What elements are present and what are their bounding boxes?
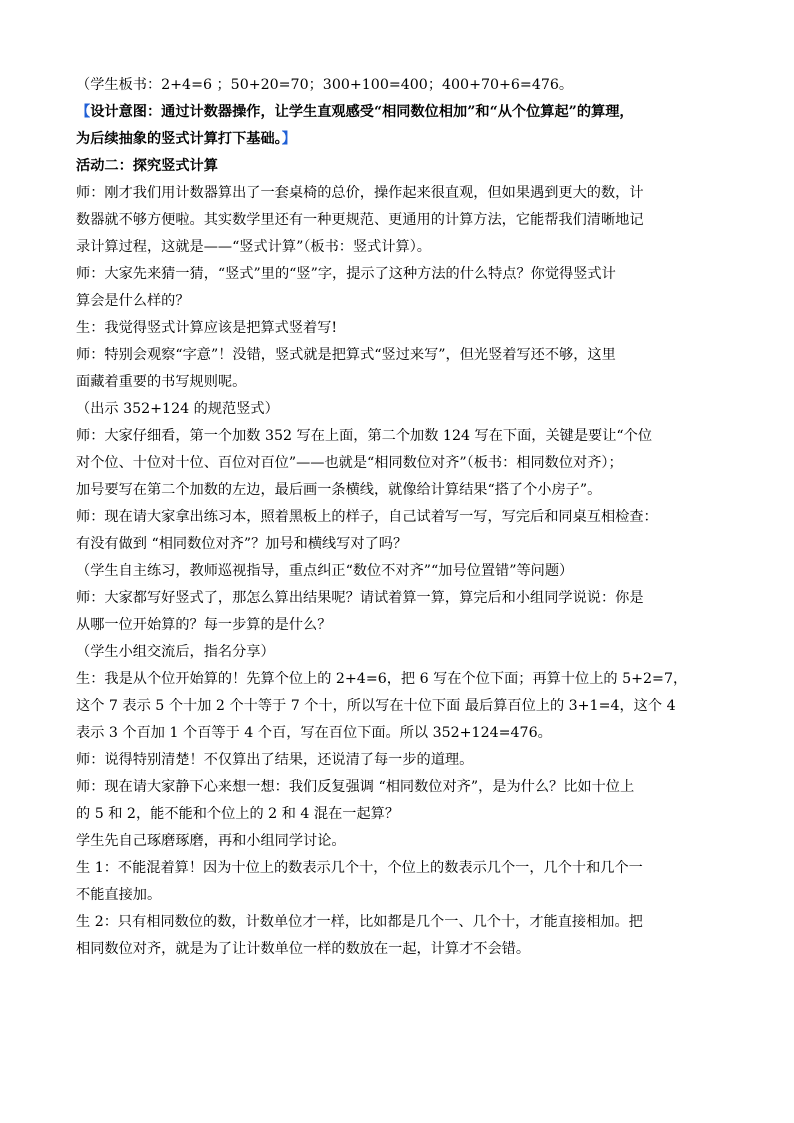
paragraph-line: 师：特别会观察“字意”！没错，竖式就是把算式“竖过来写”，但光竖着写还不够，这里 (76, 347, 616, 363)
paragraph-line: 生 1：不能混着算！因为十位上的数表示几个十，个位上的数表示几个一，几个十和几个一 (76, 860, 643, 876)
paragraph-line: 相同数位对齐，就是为了让计数单位一样的数放在一起，计算才不会错。 (76, 941, 531, 957)
design-intent-text-1: 设计意图：通过计数器操作，让学生直观感受“相同数位相加”和“从个位算起”的算理， (90, 104, 634, 120)
paragraph-line: 师：大家都写好竖式了，那怎么算出结果呢？请试着算一算，算完后和小组同学说说：你是 (76, 590, 644, 606)
paragraph-line: 不能直接加。 (76, 887, 162, 903)
design-intent-line-1 (76, 99, 726, 126)
paragraph-line: 对个位、十位对十位、百位对百位”——也就是“相同数位对齐”（板书：相同数位对齐）； (76, 455, 623, 471)
paragraph-line: 表示 3 个百加 1 个百等于 4 个百，写在百位下面。所以 352+124=476。 (76, 725, 552, 741)
close-bracket: 】 (281, 131, 296, 147)
paragraph-line: 师：大家先来猜一猜，“竖式”里的“竖”字，提示了这种方法的什么特点？你觉得竖式计 (76, 266, 616, 282)
design-intent-line-2 (76, 126, 726, 153)
board-writing-line: （学生板书：2+4=6 ；50+20=70；300+100=400；400+70+6=476。 (76, 77, 574, 93)
paragraph-line: 师：现在请大家拿出练习本，照着黑板上的样子，自己试着写一写，写完后和同桌互相检查： (76, 509, 658, 525)
paragraph-line: 师：刚才我们用计数器算出了一套桌椅的总价，操作起来很直观，但如果遇到更大的数，计 (76, 185, 644, 201)
paragraph-line: 生：我是从个位开始算的！先算个位上的 2+4=6，把 6 写在个位下面；再算十位上的 5+2=7， (76, 671, 688, 687)
paragraph-line: 面藏着重要的书写规则呢。 (76, 374, 247, 390)
paragraph-line: 学生先自己琢磨琢磨，再和小组同学讨论。 (76, 833, 346, 849)
paragraph-line: 从哪一位开始算的？每一步算的是什么？ (76, 617, 332, 633)
paragraph-line: 的 5 和 2，能不能和个位上的 2 和 4 混在一起算？ (76, 806, 400, 822)
document-page (76, 72, 726, 963)
paragraph-line: 数器就不够方便啦。其实数学里还有一种更规范、更通用的计算方法，它能帮我们清晰地记 (76, 212, 644, 228)
paragraph-line: 生 2：只有相同数位的数，计数单位才一样，比如都是几个一、几个十，才能直接相加。把 (76, 914, 643, 930)
design-intent-text-2: 为后续抽象的竖式计算打下基础。 (76, 131, 282, 147)
paragraph-line: 有没有做到 “相同数位对齐”？加号和横线写对了吗？ (76, 536, 408, 552)
activity-heading: 活动二：探究竖式计算 (76, 158, 218, 174)
paragraph-line: 录计算过程，这就是——“竖式计算”（板书：竖式计算）。 (76, 239, 431, 255)
paragraph-line: 师：大家仔细看，第一个加数 352 写在上面，第二个加数 124 写在下面，关键是要让“个位 (76, 428, 653, 444)
paragraph-line: 师：说得特别清楚！不仅算出了结果，还说清了每一步的道理。 (76, 752, 474, 768)
paragraph-line: 加号要写在第二个加数的左边，最后画一条横线，就像给计算结果“搭了个小房子”。 (76, 482, 602, 498)
paragraph-line: 算会是什么样的？ (76, 293, 190, 309)
paragraph-line: 这个 7 表示 5 个十加 2 个十等于 7 个十，所以写在十位下面 最后算百位上的 3+1=4，这个 4 (76, 698, 676, 714)
paragraph-line: 师：现在请大家静下心来想一想：我们反复强调 “相同数位对齐”，是为什么？比如十位上 (76, 779, 635, 795)
paragraph-line: （学生自主练习，教师巡视指导，重点纠正“数位不对齐”“加号位置错”等问题） (76, 563, 574, 579)
paragraph-line: （出示 352+124 的规范竖式） (76, 401, 279, 417)
paragraph-line: 生：我觉得竖式计算应该是把算式竖着写! (76, 320, 338, 336)
paragraph-line: （学生小组交流后，指名分享） (76, 644, 275, 660)
open-bracket: 【 (76, 104, 91, 120)
